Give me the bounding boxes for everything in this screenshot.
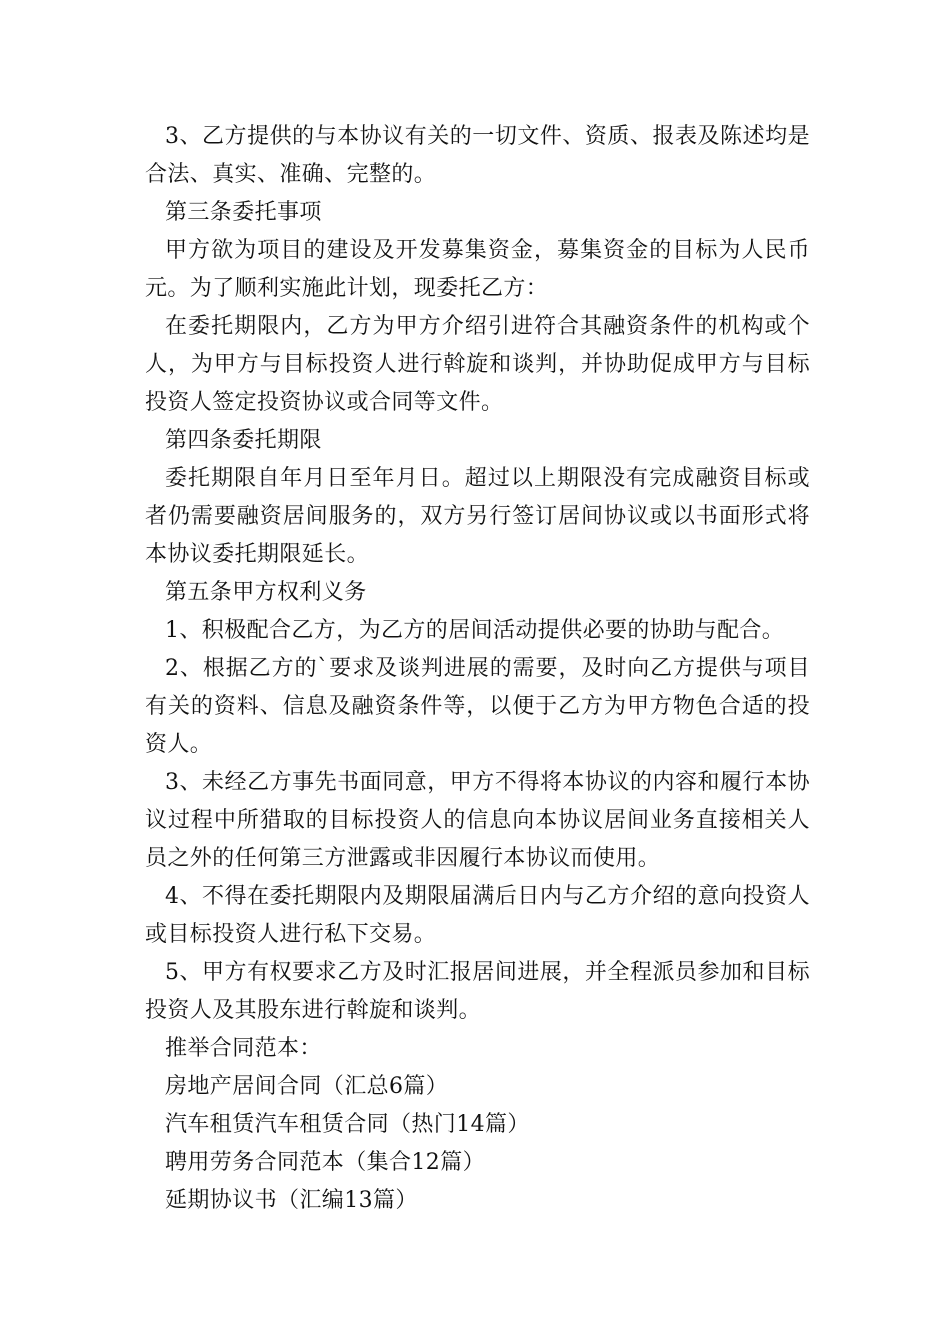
recommend-link[interactable]: 汽车租赁汽车租赁合同（热门14篇） [165, 1112, 530, 1137]
clause-paragraph: 2、根据乙方的`要求及谈判进展的需要，及时向乙方提供与项目有关的资料、信息及融资条件等，以便于乙方为甲方物色合适的投资人。 [145, 656, 810, 757]
clause-paragraph: 委托期限自年月日至年月日。超过以上期限没有完成融资目标或者仍需要融资居间服务的，双方另行签订居间协议或以书面形式将本协议委托期限延长。 [145, 466, 810, 567]
recommend-link[interactable]: 房地产居间合同（汇总6篇） [165, 1074, 449, 1099]
clause-paragraph: 1、积极配合乙方，为乙方的居间活动提供必要的协助与配合。 [165, 618, 785, 643]
recommend-link[interactable]: 延期协议书（汇编13篇） [165, 1188, 418, 1213]
recommend-title: 推举合同范本： [165, 1036, 322, 1061]
section-heading: 第三条委托事项 [165, 200, 322, 225]
section-heading: 第五条甲方权利义务 [165, 580, 367, 605]
clause-paragraph: 4、不得在委托期限内及期限届满后日内与乙方介绍的意向投资人或目标投资人进行私下交易。 [145, 884, 810, 947]
clause-paragraph: 5、甲方有权要求乙方及时汇报居间进展，并全程派员参加和目标投资人及其股东进行斡旋和谈判。 [145, 960, 810, 1023]
clause-paragraph: 3、未经乙方事先书面同意，甲方不得将本协议的内容和履行本协议过程中所猎取的目标投资人的信息向本协议居间业务直接相关人员之外的任何第三方泄露或非因履行本协议而使用。 [145, 770, 810, 871]
document-body [145, 118, 810, 1220]
recommend-link[interactable]: 聘用劳务合同范本（集合12篇） [165, 1150, 485, 1175]
clause-paragraph: 3、乙方提供的与本协议有关的一切文件、资质、报表及陈述均是合法、真实、准确、完整的。 [145, 124, 810, 187]
clause-paragraph: 在委托期限内，乙方为甲方介绍引进符合其融资条件的机构或个人，为甲方与目标投资人进行斡旋和谈判，并协助促成甲方与目标投资人签定投资协议或合同等文件。 [145, 314, 810, 415]
clause-paragraph: 甲方欲为项目的建设及开发募集资金，募集资金的目标为人民币元。为了顺利实施此计划，现委托乙方： [145, 238, 810, 301]
section-heading: 第四条委托期限 [165, 428, 322, 453]
